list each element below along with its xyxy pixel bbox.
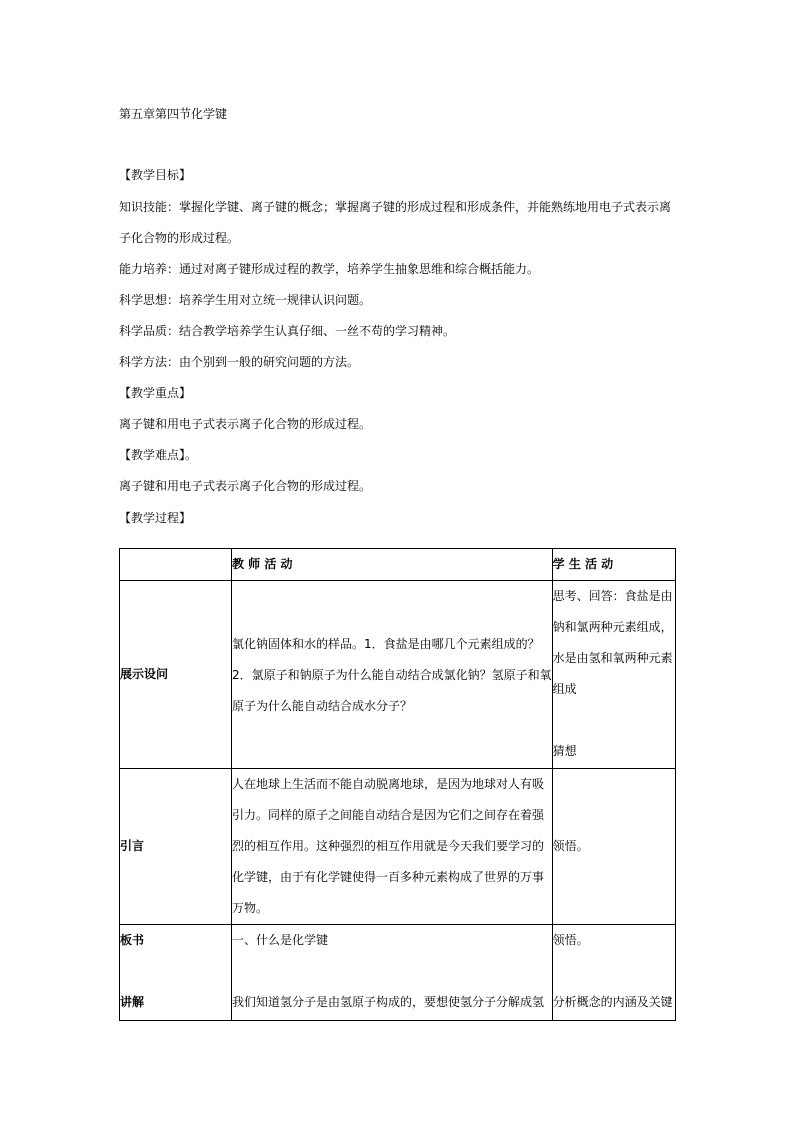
knowledge-skills-line2: 子化合物的形成过程。 [119, 231, 240, 245]
row2-teacher-line: 烈的相互作用。这种强烈的相互作用就是今天我们要学习的 [232, 839, 545, 853]
process-heading: 【教学过程】 [119, 511, 192, 525]
row3-label-cell [120, 925, 232, 1021]
row1-teacher-spacer [232, 581, 552, 629]
row2-teacher-line: 引力。同样的原子之间能自动结合是因为它们之间存在着强 [232, 808, 545, 822]
header-empty-cell [120, 549, 232, 581]
scientific-method: 科学方法：由个别到一般的研究问题的方法。 [119, 355, 360, 369]
row2-teacher-line: 化学键，由于有化学键使得一百多种元素构成了世界的万事 [232, 870, 545, 884]
row1-student-line [553, 705, 675, 736]
row1-student-line: 思考、回答：食盐是由 [552, 589, 673, 603]
row2-label-cell [120, 769, 232, 925]
row3-teacher-cell [232, 925, 553, 1021]
scientific-quality: 科学品质：结合教学培养学生认真仔细、一丝不苟的学习精神。 [119, 324, 456, 338]
focus-text: 离子键和用电子式表示离子化合物的形成过程。 [119, 417, 372, 431]
row2-student-cell [552, 769, 675, 925]
row1-label: 展示设问 [120, 667, 169, 681]
row3-student-board: 领悟。 [552, 933, 589, 947]
objectives-heading: 【教学目标】 [119, 168, 192, 182]
row3-student-spacer [553, 956, 675, 987]
row1-teacher-line: 原子为什么能自动结合成水分子？ [232, 699, 413, 713]
row2-student-text: 领悟。 [552, 839, 589, 853]
teaching-process-table [119, 548, 676, 1021]
row3-teacher-board: 一、什么是化学键 [232, 933, 329, 947]
table-row [120, 581, 676, 769]
ability-training: 能力培养：通过对离子键形成过程的教学，培养学生抽象思维和综合概括能力。 [119, 262, 540, 276]
difficulty-text: 离子键和用电子式表示离子化合物的形成过程。 [119, 479, 372, 493]
row3-label-explain: 讲解 [120, 995, 145, 1009]
table-row [120, 925, 676, 1021]
row1-student-line: 水是由氢和氧两种元素 [552, 651, 673, 665]
row1-label-cell [120, 581, 232, 769]
row1-student-line: 猜想 [552, 744, 577, 758]
focus-heading: 【教学重点】 [119, 386, 192, 400]
header-teacher-cell [232, 549, 553, 581]
row1-student-line: 钠和氯两种元素组成， [552, 620, 673, 634]
row3-teacher-spacer [232, 956, 552, 987]
header-teacher-label: 教 师 活 动 [232, 557, 293, 571]
row1-student-cell [552, 581, 675, 769]
row2-teacher-line: 人在地球上生活而不能自动脱离地球，是因为地球对人有吸 [232, 777, 545, 791]
row3-student-cell [552, 925, 675, 1021]
row3-student-explain: 分析概念的内涵及关键 [552, 995, 673, 1009]
row1-teacher-cell [232, 581, 553, 769]
row2-teacher-cell [232, 769, 553, 925]
row3-label-board: 板书 [120, 933, 145, 947]
document-title: 第五章第四节化学键 [119, 107, 228, 121]
row1-teacher-line: 氯化钠固体和水的样品。1．食盐是由哪几个元素组成的？ [232, 637, 540, 651]
row1-student-line: 组成 [552, 682, 577, 696]
row3-teacher-explain: 我们知道氢分子是由氢原子构成的，要想使氢分子分解成氢 [232, 995, 545, 1009]
row2-label: 引言 [120, 839, 145, 853]
row2-teacher-line: 万物。 [232, 901, 269, 915]
scientific-thought: 科学思想：培养学生用对立统一规律认识问题。 [119, 293, 372, 307]
header-student-label: 学 生 活 动 [552, 557, 614, 571]
row1-teacher-line: 2．氯原子和钠原子为什么能自动结合成氯化钠？氢原子和氧 [232, 668, 552, 682]
table-row [120, 769, 676, 925]
header-student-cell [552, 549, 675, 581]
row3-label-spacer [120, 956, 231, 987]
knowledge-skills-line1: 知识技能：掌握化学键、离子键的概念；掌握离子键的形成过程和形成条件，并能熟练地用电子式表示离 [119, 200, 672, 214]
difficulty-heading: 【教学难点】。 [119, 448, 198, 462]
table-header-row [120, 549, 676, 581]
